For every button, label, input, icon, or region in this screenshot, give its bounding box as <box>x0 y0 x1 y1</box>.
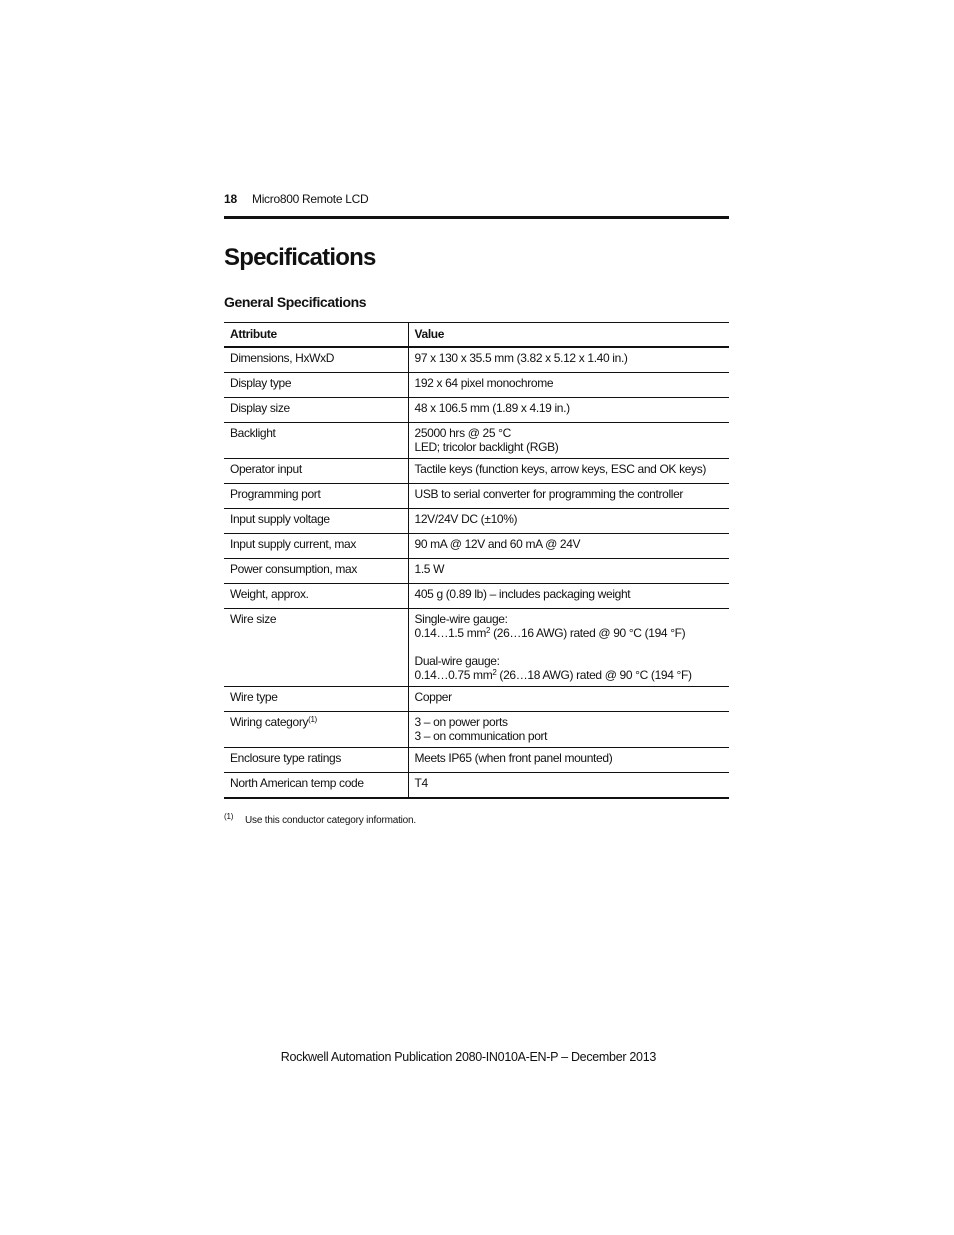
table-row <box>224 584 729 609</box>
value-cell: T4 <box>408 773 729 799</box>
attribute-cell: Display size <box>224 398 408 423</box>
attribute-cell: Operator input <box>224 459 408 484</box>
table-row <box>224 484 729 509</box>
value-cell: 1.5 W <box>408 559 729 584</box>
attribute-cell: Enclosure type ratings <box>224 748 408 773</box>
table-row <box>224 748 729 773</box>
wire-rating-text: (26…18 AWG) rated @ 90 °C (194 °F) <box>496 668 692 682</box>
value-line: Dual-wire gauge: <box>414 654 500 668</box>
page-number: 18 <box>224 192 237 206</box>
value-line: LED; tricolor backlight (RGB) <box>414 440 559 454</box>
value-cell <box>408 609 729 687</box>
running-title: Micro800 Remote LCD <box>252 192 369 206</box>
table-row <box>224 687 729 712</box>
value-cell <box>408 423 729 459</box>
value-line <box>415 626 724 640</box>
table-row <box>224 712 729 748</box>
footnote-marker: (1) <box>224 812 234 821</box>
value-cell: Copper <box>408 687 729 712</box>
value-cell: 192 x 64 pixel monochrome <box>408 373 729 398</box>
superscript: 2 <box>492 668 497 677</box>
attribute-cell: Wire size <box>224 609 408 687</box>
value-line: 25000 hrs @ 25 °C <box>414 426 511 440</box>
value-cell: 97 x 130 x 35.5 mm (3.82 x 5.12 x 1.40 in.) <box>408 347 729 373</box>
table-row <box>224 509 729 534</box>
section-title: General Specifications <box>224 294 367 310</box>
wire-range-text: 0.14…1.5 mm <box>414 626 487 640</box>
page-footer: Rockwell Automation Publication 2080-IN010A-EN-P – December 2013 <box>280 1050 656 1064</box>
value-cell: 12V/24V DC (±10%) <box>408 509 729 534</box>
column-header-value: Value <box>408 323 729 348</box>
table-row <box>224 423 729 459</box>
general-specifications-table <box>224 322 729 799</box>
table-row <box>224 347 729 373</box>
attribute-cell: Dimensions, HxWxD <box>224 347 408 373</box>
attribute-text: Wiring category <box>230 715 309 729</box>
footnote-text: Use this conductor category information. <box>245 815 416 826</box>
attribute-cell: Wire type <box>224 687 408 712</box>
value-cell: Tactile keys (function keys, arrow keys, ESC and OK keys) <box>408 459 729 484</box>
table-row <box>224 373 729 398</box>
footnote-reference: (1) <box>308 715 317 724</box>
value-cell: 90 mA @ 12V and 60 mA @ 24V <box>408 534 729 559</box>
value-cell: USB to serial converter for programming the controller <box>408 484 729 509</box>
wire-range-text: 0.14…0.75 mm <box>414 668 493 682</box>
attribute-cell: North American temp code <box>224 773 408 799</box>
table-row <box>224 773 729 799</box>
value-line: Single-wire gauge: <box>414 612 508 626</box>
superscript: 2 <box>486 626 491 635</box>
page-title: Specifications <box>224 244 376 271</box>
value-line: 3 – on power ports <box>414 715 508 729</box>
attribute-cell: Power consumption, max <box>224 559 408 584</box>
attribute-cell: Backlight <box>224 423 408 459</box>
value-cell: 405 g (0.89 lb) – includes packaging weight <box>408 584 729 609</box>
value-line: 3 – on communication port <box>414 729 548 743</box>
attribute-cell: Display type <box>224 373 408 398</box>
table-row <box>224 398 729 423</box>
attribute-cell: Input supply voltage <box>224 509 408 534</box>
value-cell: Meets IP65 (when front panel mounted) <box>408 748 729 773</box>
page-header <box>224 192 729 219</box>
value-cell <box>408 712 729 748</box>
table-row <box>224 459 729 484</box>
table-row <box>224 559 729 584</box>
spacer <box>415 640 724 654</box>
table-header-row <box>224 323 729 348</box>
attribute-cell: Input supply current, max <box>224 534 408 559</box>
value-cell: 48 x 106.5 mm (1.89 x 4.19 in.) <box>408 398 729 423</box>
attribute-cell: Programming port <box>224 484 408 509</box>
value-line <box>415 668 724 682</box>
table-row <box>224 534 729 559</box>
table-row <box>224 609 729 687</box>
attribute-cell <box>224 712 408 748</box>
column-header-attribute: Attribute <box>224 323 408 348</box>
attribute-cell: Weight, approx. <box>224 584 408 609</box>
wire-rating-text: (26…16 AWG) rated @ 90 °C (194 °F) <box>490 626 686 640</box>
